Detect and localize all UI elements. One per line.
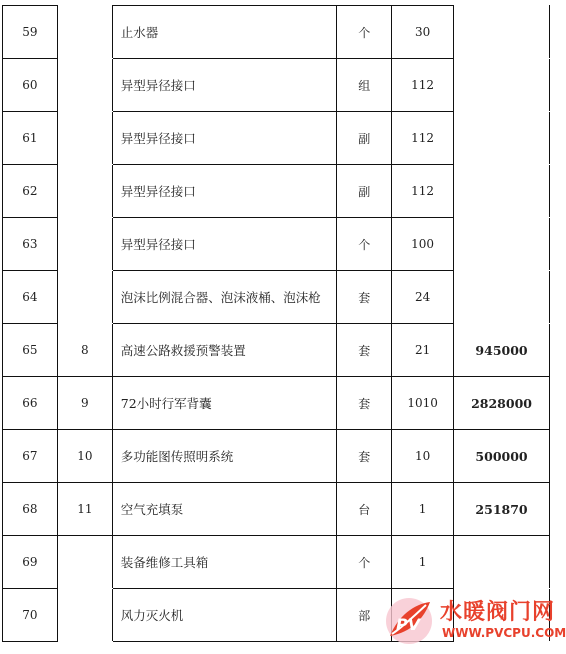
unit-cell: 个 [337,218,392,271]
quantity-cell: 21 [392,324,454,377]
watermark-url: WWW.PVCPU.COM [442,626,566,640]
item-name-cell: 泡沫比例混合器、泡沫液桶、泡沫枪 [112,271,336,324]
unit-cell: 副 [337,165,392,218]
unit-cell: 套 [337,271,392,324]
table-row [3,271,550,324]
table-row [3,112,550,165]
amount-cell [454,165,550,218]
item-name-cell: 装备维修工具箱 [112,536,336,589]
item-name-cell: 72小时行军背囊 [112,377,336,430]
amount-cell: 2828000 [454,377,550,430]
group-number-cell [57,589,112,642]
row-number-cell: 59 [3,6,58,59]
item-name-cell: 高速公路救援预警装置 [112,324,336,377]
group-number-cell: 11 [57,483,112,536]
table-row [3,218,550,271]
group-number-cell [57,6,112,59]
table-row [3,377,550,430]
group-number-cell [57,536,112,589]
item-name-cell: 异型异径接口 [112,112,336,165]
row-number-cell: 65 [3,324,58,377]
unit-cell: 副 [337,112,392,165]
row-number-cell: 66 [3,377,58,430]
group-number-cell: 8 [57,324,112,377]
equipment-table [2,5,550,642]
table-row [3,324,550,377]
svg-text:PV: PV [396,615,421,634]
row-number-cell: 61 [3,112,58,165]
quantity-cell: 112 [392,59,454,112]
amount-cell [454,6,550,59]
amount-cell: 945000 [454,324,550,377]
amount-cell [454,218,550,271]
row-number-cell: 60 [3,59,58,112]
item-name-cell: 多功能图传照明系统 [112,430,336,483]
item-name-cell: 异型异径接口 [112,218,336,271]
quantity-cell: 24 [392,271,454,324]
row-number-cell: 62 [3,165,58,218]
amount-cell [454,59,550,112]
item-name-cell: 止水器 [112,6,336,59]
group-number-cell [57,59,112,112]
quantity-cell: 10 [392,430,454,483]
quantity-cell: 112 [392,112,454,165]
amount-cell: 251870 [454,483,550,536]
unit-cell: 组 [337,59,392,112]
row-number-cell: 69 [3,536,58,589]
amount-cell [454,536,550,589]
group-number-cell: 10 [57,430,112,483]
table-row [3,165,550,218]
table-row [3,6,550,59]
group-number-cell [57,271,112,324]
row-number-cell: 70 [3,589,58,642]
item-name-cell: 异型异径接口 [112,59,336,112]
item-name-cell: 空气充填泵 [112,483,336,536]
table-row [3,430,550,483]
group-number-cell: 9 [57,377,112,430]
unit-cell: 个 [337,536,392,589]
unit-cell: 套 [337,430,392,483]
unit-cell: 套 [337,377,392,430]
group-number-cell [57,218,112,271]
unit-cell: 套 [337,324,392,377]
quantity-cell: 1 [392,536,454,589]
site-watermark [380,592,566,654]
quantity-cell: 100 [392,218,454,271]
item-name-cell: 异型异径接口 [112,165,336,218]
table-row [3,59,550,112]
row-number-cell: 63 [3,218,58,271]
group-number-cell [57,112,112,165]
table-row [3,536,550,589]
group-number-cell [57,165,112,218]
quantity-cell: 1010 [392,377,454,430]
watermark-text: 水暖阀门网 [440,600,556,625]
quantity-cell: 1 [392,483,454,536]
item-name-cell: 风力灭火机 [112,589,336,642]
unit-cell: 部 [337,589,392,642]
amount-cell: 500000 [454,430,550,483]
quantity-cell: 30 [392,6,454,59]
unit-cell: 台 [337,483,392,536]
unit-cell: 个 [337,6,392,59]
quantity-cell: 112 [392,165,454,218]
row-number-cell: 68 [3,483,58,536]
amount-cell [454,271,550,324]
row-number-cell: 67 [3,430,58,483]
table-row [3,483,550,536]
amount-cell [454,112,550,165]
pv-leaf-logo-icon [384,596,434,646]
row-number-cell: 64 [3,271,58,324]
